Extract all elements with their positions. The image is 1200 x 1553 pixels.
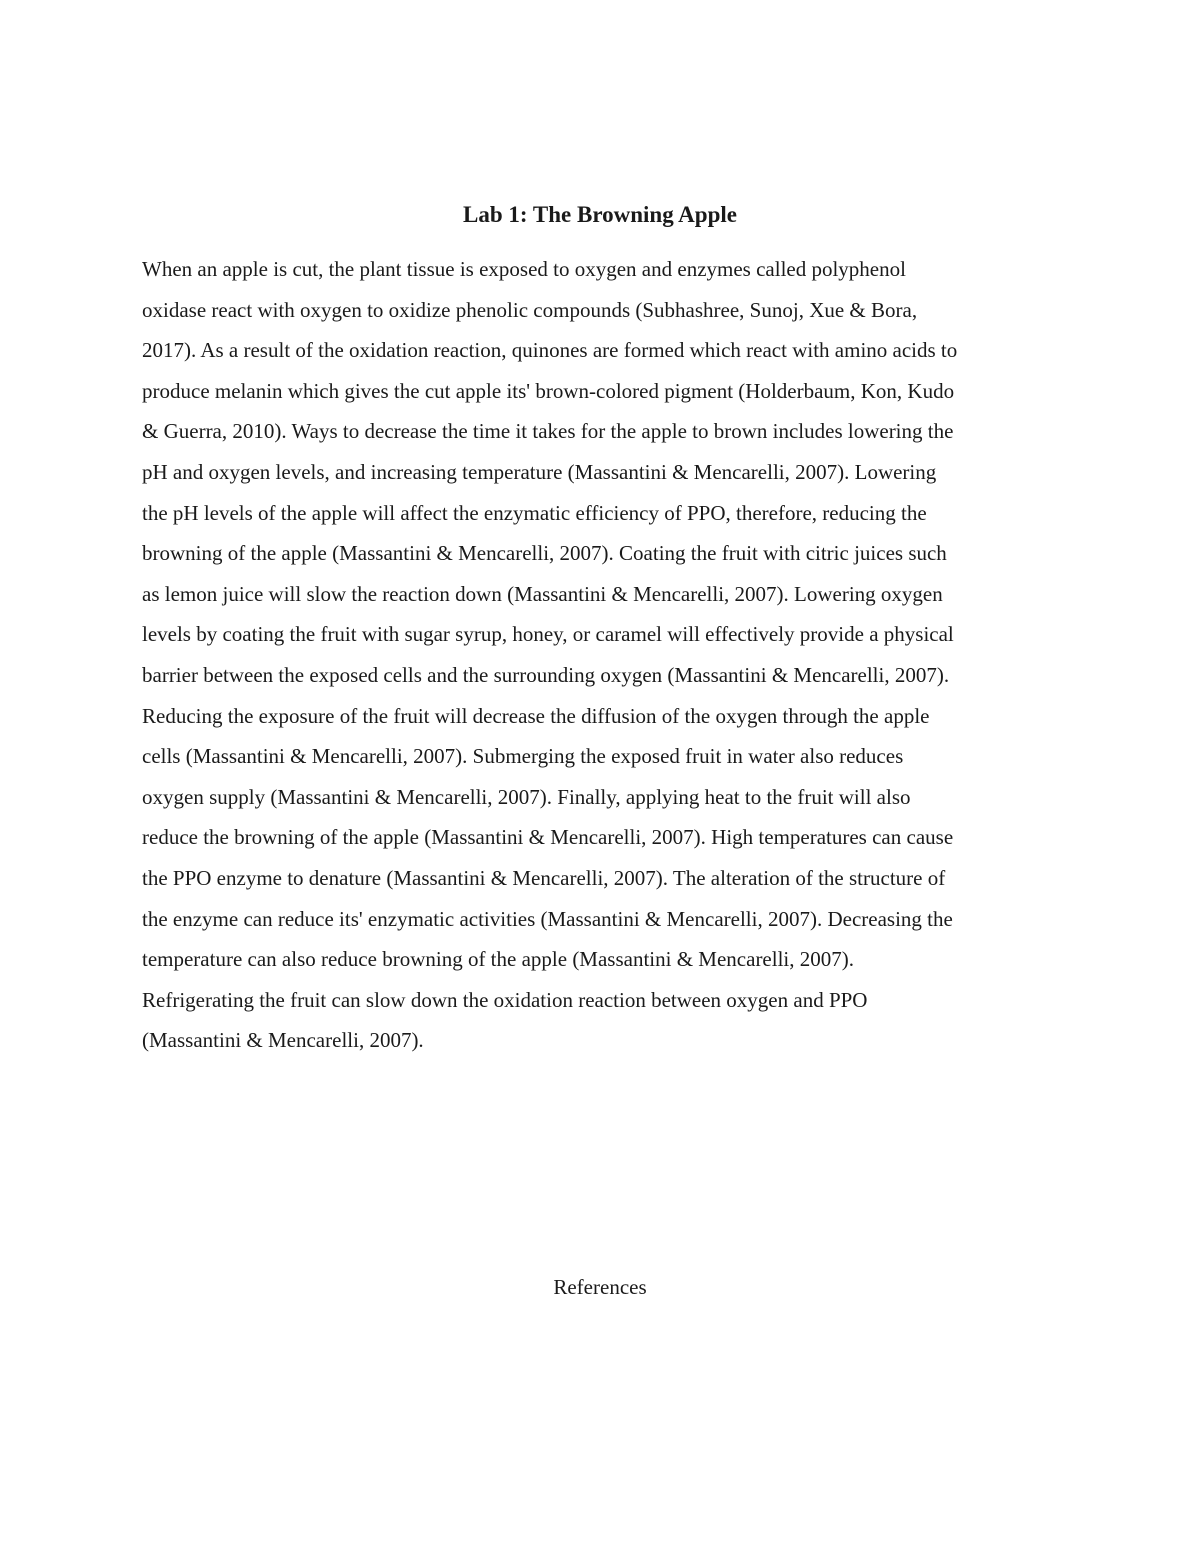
paragraph-line: pH and oxygen levels, and increasing temperature (Massantini & Mencarelli, 2007). Lowering (142, 459, 937, 484)
paragraph-line: the enzyme can reduce its' enzymatic activities (Massantini & Mencarelli, 2007). Decreasing the (142, 906, 953, 931)
body-paragraph (142, 249, 1072, 1061)
document-title: Lab 1: The Browning Apple (463, 202, 737, 227)
paragraph-line: 2017). As a result of the oxidation reaction, quinones are formed which react with amino acids to (142, 338, 958, 363)
paragraph-line: (Massantini & Mencarelli, 2007). (142, 1028, 424, 1053)
references-heading: References (553, 1275, 647, 1299)
paragraph-line: the PPO enzyme to denature (Massantini & Mencarelli, 2007). The alteration of the structure of (142, 865, 946, 890)
paragraph-line: produce melanin which gives the cut apple its' brown-colored pigment (Holderbaum, Kon, Kudo (142, 378, 955, 403)
paragraph-line: Refrigerating the fruit can slow down the oxidation reaction between oxygen and PPO (142, 987, 868, 1012)
paragraph-line: oxidase react with oxygen to oxidize phenolic compounds (Subhashree, Sunoj, Xue & Bora, (142, 297, 918, 322)
paragraph-line: oxygen supply (Massantini & Mencarelli, 2007). Finally, applying heat to the fruit will also (142, 784, 911, 809)
paragraph-line: barrier between the exposed cells and the surrounding oxygen (Massantini & Mencarelli, 2007). (142, 662, 950, 687)
paragraph-line: reduce the browning of the apple (Massantini & Mencarelli, 2007). High temperatures can cause (142, 825, 954, 850)
paragraph-line: levels by coating the fruit with sugar syrup, honey, or caramel will effectively provide a physical (142, 622, 954, 647)
paragraph-line: When an apple is cut, the plant tissue is exposed to oxygen and enzymes called polyphenol (142, 257, 906, 281)
paragraph-line: browning of the apple (Massantini & Mencarelli, 2007). Coating the fruit with citric juices such (142, 541, 947, 566)
paragraph-line: as lemon juice will slow the reaction down (Massantini & Mencarelli, 2007). Lowering oxygen (142, 581, 943, 606)
paragraph-line: cells (Massantini & Mencarelli, 2007). Submerging the exposed fruit in water also reduces (142, 744, 904, 769)
paragraph-line: Reducing the exposure of the fruit will decrease the diffusion of the oxygen through the apple (142, 703, 930, 728)
paragraph-line: the pH levels of the apple will affect the enzymatic efficiency of PPO, therefore, reducing the (142, 500, 927, 525)
paragraph-line: temperature can also reduce browning of the apple (Massantini & Mencarelli, 2007). (142, 947, 855, 972)
paragraph-line: & Guerra, 2010). Ways to decrease the time it takes for the apple to brown includes lowering the (142, 419, 954, 444)
